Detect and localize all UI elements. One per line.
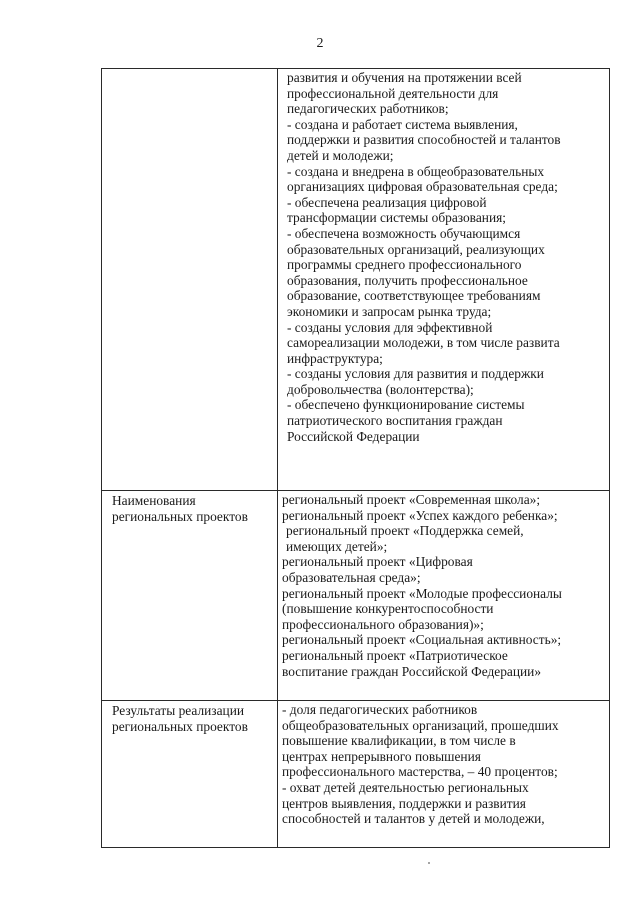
content-line: патриотического воспитания граждан — [287, 413, 503, 429]
table-row — [102, 491, 610, 701]
content-line: региональный проект «Современная школа»; — [282, 492, 541, 507]
content-line: Российской Федерации — [287, 428, 420, 444]
content-line: развития и обучения на протяжении всей — [287, 70, 522, 85]
content-line: организациях цифровая образовательная среда; — [287, 179, 558, 195]
content-line: региональный проект «Цифровая — [282, 554, 473, 570]
content-line: добровольчества (волонтерства); — [287, 381, 474, 397]
content-line: - обеспечено функционирование системы — [287, 397, 525, 413]
content-line: региональный проект «Патриотическое — [282, 647, 508, 663]
content-line: региональный проект «Молодые профессионалы — [282, 585, 562, 601]
row-content-cell — [278, 701, 610, 848]
content-line: профессиональной деятельности для — [287, 85, 499, 101]
row-label-line: региональных проектов — [112, 718, 248, 734]
content-line: центрах непрерывного повышения — [282, 748, 481, 764]
content-line: профессионального мастерства, – 40 процентов; — [282, 764, 558, 780]
content-line: образовательная среда»; — [282, 569, 421, 585]
content-line: общеобразовательных организаций, прошедших — [282, 717, 559, 733]
content-line: самореализации молодежи, в том числе развита — [287, 335, 560, 351]
content-line: - обеспечена реализация цифровой — [287, 194, 487, 210]
row-label-cell — [102, 69, 278, 491]
content-line: - обеспечена возможность обучающимся — [287, 225, 521, 241]
content-line: региональный проект «Поддержка семей, — [286, 523, 524, 539]
content-line: центров выявления, поддержки и развития — [282, 795, 526, 811]
content-line: повышение квалификации, в том числе в — [282, 733, 516, 749]
content-line: - создана и внедрена в общеобразовательных — [287, 163, 545, 179]
row-content-cell — [278, 491, 610, 701]
content-line: педагогических работников; — [287, 101, 449, 117]
row-label-line: Результаты реализации — [112, 703, 245, 718]
content-line: - созданы условия для развития и поддержки — [287, 366, 544, 382]
row-label-cell — [102, 701, 278, 848]
content-line: региональный проект «Социальная активность»; — [282, 632, 562, 648]
row-content-cell — [278, 69, 610, 491]
content-line: имеющих детей»; — [286, 538, 388, 554]
content-line: трансформации системы образования; — [287, 210, 506, 226]
content-line: детей и молодежи; — [287, 147, 394, 163]
content-line: профессионального образования)»; — [282, 616, 484, 632]
content-line: - доля педагогических работников — [282, 702, 478, 717]
content-line: поддержки и развития способностей и талантов — [287, 132, 561, 148]
content-line: образование, соответствующее требованиям — [287, 288, 541, 304]
content-line: - созданы условия для эффективной — [287, 319, 493, 335]
page-number: 2 — [316, 36, 324, 51]
content-line: - создана и работает система выявления, — [287, 116, 518, 132]
content-line: (повышение конкурентоспособности — [282, 601, 494, 617]
content-line: программы среднего профессионального — [287, 257, 522, 273]
table-row — [102, 69, 610, 491]
content-line: - охват детей деятельностью региональных — [282, 779, 529, 795]
content-line: образования, получить профессиональное — [287, 272, 528, 288]
content-line: инфраструктура; — [287, 350, 383, 366]
table-row — [102, 701, 610, 848]
scan-speck — [428, 862, 430, 864]
content-line: воспитание граждан Российской Федерации» — [282, 663, 542, 679]
row-label-line: Наименования — [112, 493, 196, 508]
content-line: экономики и запросам рынка труда; — [287, 303, 492, 319]
content-line: способностей и талантов у детей и молодежи, — [282, 811, 545, 827]
row-label-cell — [102, 491, 278, 701]
row-label-line: региональных проектов — [112, 508, 248, 524]
passport-table — [101, 68, 610, 848]
content-line: региональный проект «Успех каждого ребенка»; — [282, 507, 558, 523]
content-line: образовательных организаций, реализующих — [287, 241, 545, 257]
